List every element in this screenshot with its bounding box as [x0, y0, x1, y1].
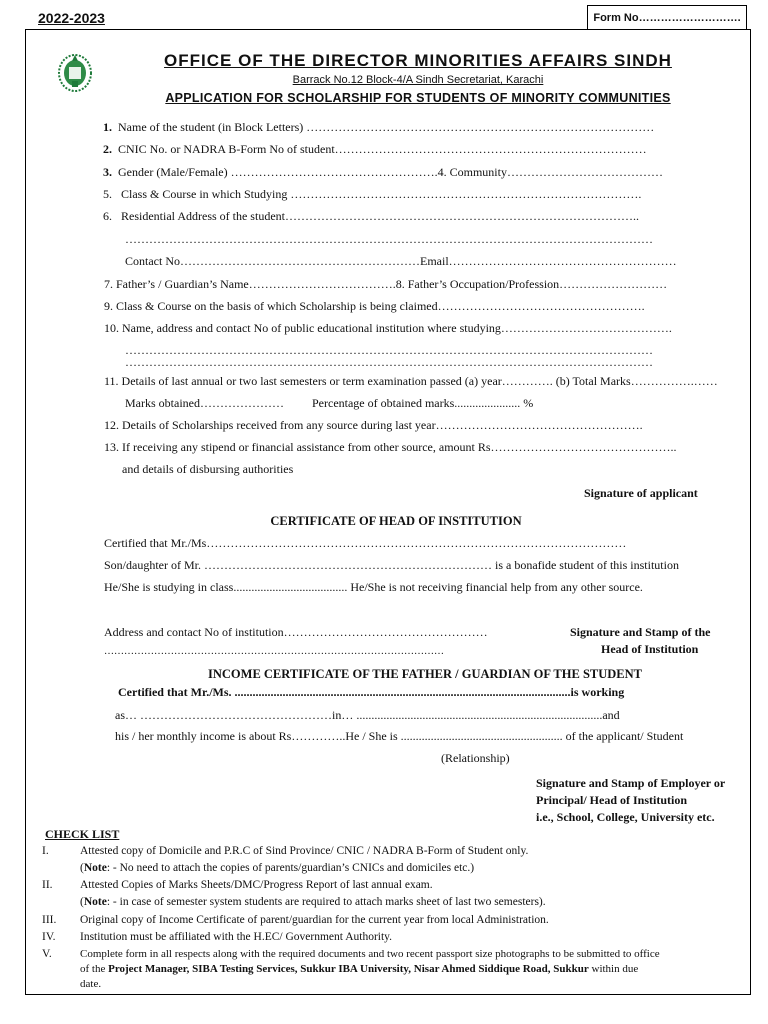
note-text: : - No need to attach the copies of parents/guardian’s CNICs and domiciles etc.): [106, 862, 475, 874]
field-residential-address[interactable]: [103, 209, 639, 224]
form-number-box: Form No……………………….: [587, 5, 747, 29]
field-label: CNIC No. or NADRA B-Form No of student……………………………………………………………………: [118, 142, 647, 156]
application-title: APPLICATION FOR SCHOLARSHIP FOR STUDENTS OF MINORITY COMMUNITIES: [165, 91, 671, 105]
field-label: Gender (Male/Female) …………………………………………….4. Community…………………………………: [118, 165, 663, 179]
checklist-item: Institution must be affiliated with the H.EC/ Government Authority.: [80, 931, 393, 943]
field-cnic[interactable]: [103, 142, 647, 157]
note-label: Note: [83, 896, 107, 908]
institution-address-field[interactable]: Address and contact No of institution……………………………………………: [104, 625, 488, 639]
checklist-roman: III.: [42, 914, 57, 926]
field-exam-details[interactable]: 11. Details of last annual or two last semesters or term examination passed (a) year…………. (b) Total Marks…………….……: [104, 374, 718, 388]
certificate-name-line[interactable]: Certified that Mr./Ms……………………………………………………………………………………………: [104, 536, 627, 550]
note-label: Note: [83, 862, 107, 874]
checklist-item: Complete form in all respects along with the required documents and two recent passport size photographs to be submitted to office: [80, 948, 660, 960]
relationship-label: (Relationship): [441, 751, 510, 765]
field-institution-cont[interactable]: ……………………………………………………………………………………………………………………: [125, 343, 653, 357]
field-number: 1.: [103, 120, 112, 134]
checklist-note: (Note: - in case of semester system students are required to attach marks sheet of last two semesters).: [80, 896, 546, 908]
checklist-item-continued: date.: [80, 978, 102, 990]
income-certificate-title: INCOME CERTIFICATE OF THE FATHER / GUARDIAN OF THE STUDENT: [208, 667, 642, 681]
field-label: Class & Course in which Studying …………………………………………………………………………….: [121, 187, 642, 201]
field-student-name[interactable]: [103, 120, 654, 135]
field-number: 2.: [103, 142, 112, 156]
field-class-course[interactable]: [103, 187, 641, 202]
field-scholarship-class[interactable]: 9. Class & Course on the basis of which Scholarship is being claimed…………………………………………….: [104, 299, 645, 313]
field-disbursing-authorities: and details of disbursing authorities: [122, 462, 294, 476]
employer-signature-label-2: Principal/ Head of Institution: [536, 793, 688, 807]
office-address-bold: Project Manager, SIBA Testing Services, Sukkur IBA University, Nisar Ahmed Siddique Road, Sukkur: [108, 963, 589, 975]
continued-text: of the: [80, 963, 109, 975]
certificate-class-line[interactable]: He/She is studying in class...................................... He/She is not receiving financial help from any other source.: [104, 580, 643, 594]
note-text: : - in case of semester system students are required to attach marks sheet of last two semesters).: [106, 896, 546, 908]
head-signature-label-2: Head of Institution: [601, 642, 699, 656]
employer-signature-label-3: i.e., School, College, University etc.: [536, 810, 715, 824]
checklist-item: Attested Copies of Marks Sheets/DMC/Progress Report of last annual exam.: [80, 879, 433, 891]
office-address: Barrack No.12 Block-4/A Sindh Secretariat, Karachi: [292, 74, 544, 86]
institution-address-cont[interactable]: …………………………………………………………………………………………: [104, 646, 444, 657]
income-name-line[interactable]: [118, 685, 624, 700]
field-previous-scholarships[interactable]: 12. Details of Scholarships received from any source during last year…………………………………………….: [104, 418, 643, 432]
employer-signature-label: Signature and Stamp of Employer or: [536, 776, 726, 790]
field-percentage[interactable]: Percentage of obtained marks...................... %: [312, 396, 534, 410]
checklist-note: (Note: - No need to attach the copies of parents/guardian’s CNICs and domiciles etc.): [80, 862, 475, 874]
office-title: OFFICE OF THE DIRECTOR MINORITIES AFFAIRS SINDH: [164, 51, 672, 70]
field-father-guardian[interactable]: 7. Father’s / Guardian’s Name……………………………….8. Father’s Occupation/Profession………………………: [104, 277, 668, 291]
field-number: 3.: [103, 165, 112, 179]
checklist-roman: IV.: [42, 931, 56, 943]
checklist-roman: I.: [42, 845, 49, 857]
checklist-item: Attested copy of Domicile and P.R.C of Sind Province/ CNIC / NADRA B-Form of Student only.: [80, 845, 529, 857]
field-contact-email[interactable]: Contact No……………………………………………………Email…………………………………………………: [125, 254, 677, 268]
income-amount-line[interactable]: his / her monthly income is about Rs…………..He / She is ...................................................... of the applicant/ Student: [115, 729, 684, 743]
head-signature-label: Signature and Stamp of the: [570, 625, 711, 639]
field-number: 5.: [103, 187, 112, 201]
continued-text: within due: [588, 963, 639, 975]
income-occupation-line[interactable]: as… …………………………………………in… ..................................................................................and: [115, 708, 620, 722]
certificate-parent-line[interactable]: Son/daughter of Mr. ……………………………………………………………… is a bonafide student of this institution: [104, 558, 679, 572]
applicant-signature-label: Signature of applicant: [584, 486, 698, 500]
field-gender-community[interactable]: [103, 165, 663, 180]
checklist-item: Original copy of Income Certificate of parent/guardian for the current year from local Administration.: [80, 914, 549, 926]
field-institution[interactable]: 10. Name, address and contact No of public educational institution where studying…………………………………….: [104, 321, 672, 335]
income-name-text: Certified that Mr./Ms. ................................................................................................................is working: [118, 685, 625, 699]
checklist-title: CHECK LIST: [45, 827, 120, 841]
field-marks-obtained[interactable]: Marks obtained…………………: [125, 396, 284, 410]
field-stipend-amount[interactable]: 13. If receiving any stipend or financial assistance from other source, amount Rs………………………………………..: [104, 440, 677, 454]
certificate-title: CERTIFICATE OF HEAD OF INSTITUTION: [270, 514, 522, 528]
field-label: Residential Address of the student……………………………………………………………………………..: [121, 209, 639, 223]
field-label: Name of the student (in Block Letters) ……………………………………………………………………………: [118, 120, 655, 134]
field-institution-cont[interactable]: ……………………………………………………………………………………………………………………: [125, 355, 653, 369]
checklist-item-continued: [80, 963, 638, 975]
academic-year: 2022-2023: [38, 10, 105, 26]
checklist-roman: II.: [42, 879, 53, 891]
field-number: 6.: [103, 209, 112, 223]
checklist-roman: V.: [42, 948, 52, 960]
field-address-continuation[interactable]: ……………………………………………………………………………………………………………………: [125, 232, 653, 246]
